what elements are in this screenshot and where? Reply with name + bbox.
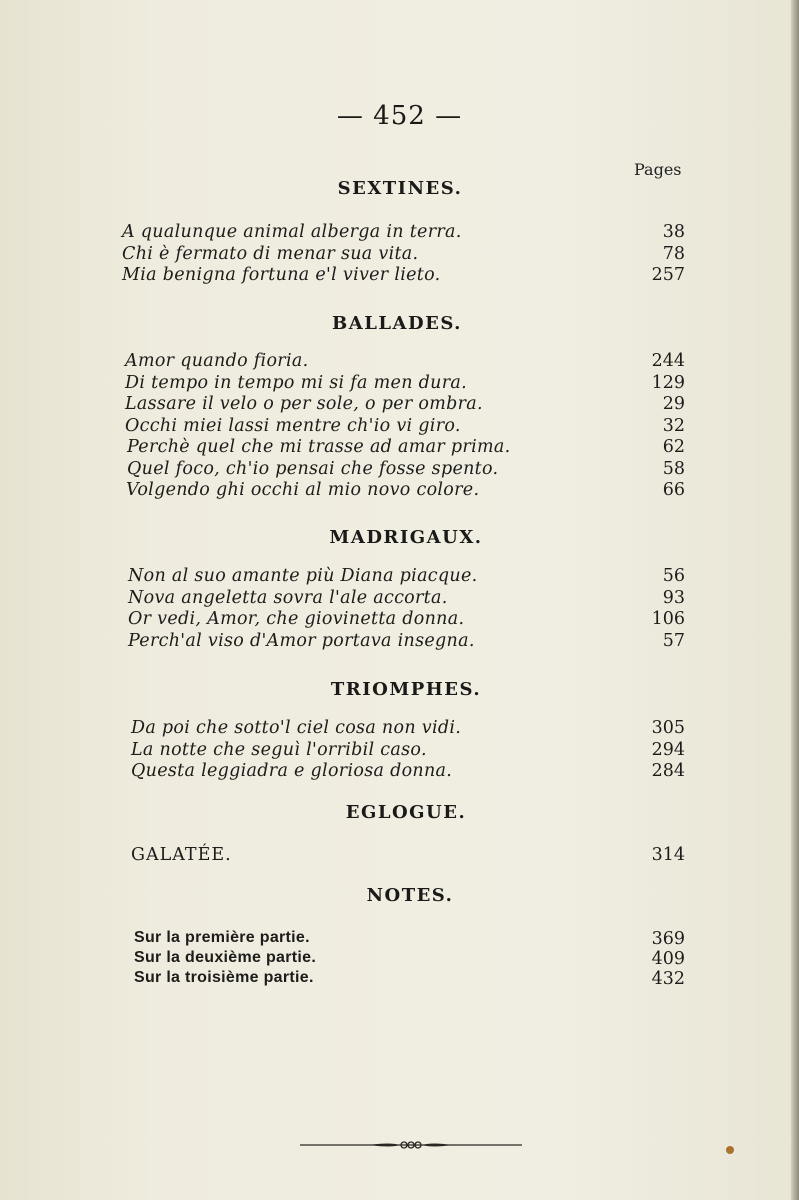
index-entry [0,949,799,969]
index-entry [0,480,799,502]
index-entry [0,373,799,395]
index-entry [0,244,799,266]
entry-page: 66 [662,480,685,500]
entry-page: 29 [662,394,685,414]
entry-title: Non al suo amante più Diana piacque. [128,566,478,586]
index-entry [0,351,799,373]
entry-title: Mia benigna fortuna e'l viver lieto. [122,265,441,285]
index-entry [0,222,799,244]
entry-title: Amor quando fioria. [125,351,309,371]
section-entries-eglogue [0,845,799,867]
section-heading-ballades: BALLADES. [332,313,462,334]
index-entry [0,588,799,610]
entry-title: Lassare il velo o per sole, o per ombra. [125,394,483,414]
entry-page: 294 [651,739,685,760]
entry-title: Perchè quel che mi trasse ad amar prima. [127,437,511,457]
section-entries-ballades [0,351,799,502]
entry-title: Quel foco, ch'io pensai che fosse spento. [127,458,499,479]
index-entry [0,416,799,438]
entry-page: 314 [651,845,685,865]
entry-page: 129 [651,372,685,393]
entry-page: 257 [651,265,685,285]
section-heading-sextines: SEXTINES. [337,178,463,199]
index-entry [0,761,799,783]
entry-page: 62 [662,437,685,457]
section-entries-notes [0,929,799,989]
entry-title: A qualunque animal alberga in terra. [122,222,462,242]
entry-page: 106 [651,609,685,629]
entry-title: Volgendo ghi occhi al mio novo colore. [126,480,480,500]
page-number: — 452 — [336,101,463,131]
section-heading-triomphes: TRIOMPHES. [330,679,482,700]
index-entry [0,969,799,989]
entry-title: Perch'al viso d'Amor portava insegna. [128,630,475,651]
entry-page: 432 [651,969,685,989]
entry-page: 57 [662,630,685,651]
section-heading-madrigaux: MADRIGAUX. [329,527,483,548]
entry-title: Questa leggiadra e gloriosa donna. [131,761,453,781]
entry-title: La notte che seguì l'orribil caso. [131,739,427,760]
entry-title: Da poi che sotto'l ciel cosa non vidi. [131,718,462,738]
section-heading-notes: NOTES. [366,885,454,906]
index-entry [0,566,799,588]
entry-page: 78 [662,243,685,264]
entry-page: 32 [662,415,685,436]
entry-page: 58 [662,458,685,479]
section-entries-madrigaux [0,566,799,652]
entry-title: Or vedi, Amor, che giovinetta donna. [128,609,465,629]
paper-stain [726,1146,734,1154]
entry-page: 38 [662,222,685,242]
entry-page: 305 [651,718,685,738]
index-entry [0,631,799,653]
index-entry [0,845,799,867]
entry-title: Occhi miei lassi mentre ch'io vi giro. [125,415,461,436]
entry-page: 409 [651,949,685,969]
index-entry [0,929,799,949]
index-entry [0,437,799,459]
entry-title: Nova angeletta sovra l'ale accorta. [128,587,448,608]
entry-title: GALATÉE. [131,845,232,865]
entry-title: Sur la troisième partie. [134,969,314,986]
entry-page: 56 [662,566,685,586]
entry-title: Sur la deuxième partie. [134,949,317,966]
entry-page: 93 [662,587,685,608]
tailpiece-ornament [300,1137,522,1153]
entry-page: 244 [651,351,685,371]
entry-page: 284 [651,761,685,781]
index-entry [0,718,799,740]
pages-column-label: Pages [634,160,682,179]
entry-title: Di tempo in tempo mi si fa men dura. [125,372,467,393]
entry-title: Chi è fermato di menar sua vita. [122,243,419,264]
section-heading-eglogue: EGLOGUE. [345,802,467,823]
section-entries-sextines [0,222,799,287]
index-entry [0,394,799,416]
index-entry [0,459,799,481]
entry-title: Sur la première partie. [134,929,310,946]
entry-page: 369 [651,929,685,949]
index-entry [0,265,799,287]
index-entry [0,609,799,631]
index-entry [0,740,799,762]
section-entries-triomphes [0,718,799,783]
